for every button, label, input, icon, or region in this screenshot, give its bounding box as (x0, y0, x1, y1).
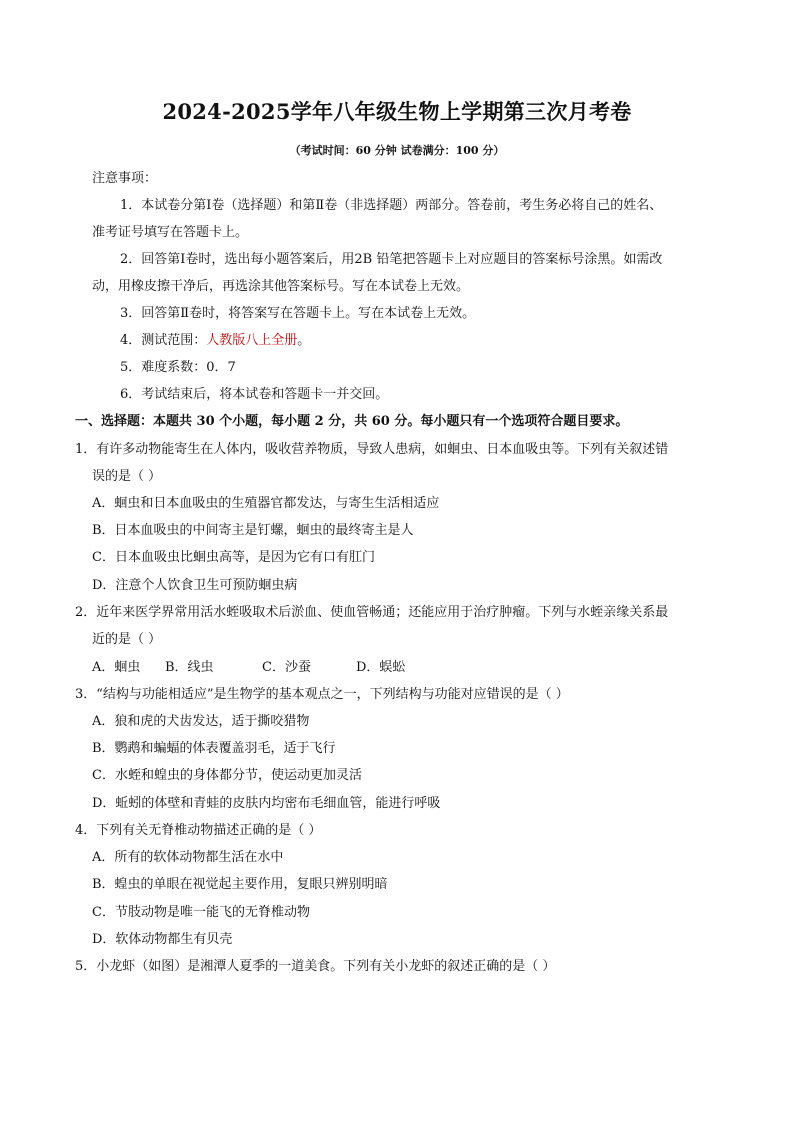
exam-subtitle: （考试时间：60 分钟 试卷满分：100 分） (289, 144, 505, 157)
question-4-option-c: C．节肢动物是唯一能飞的无脊椎动物 (92, 905, 310, 920)
question-1-stem-line-2: 误的是（ ） (92, 469, 162, 484)
test-scope-value: 人教版八上全册 (206, 333, 298, 348)
question-3-option-c: C．水蛭和蝗虫的身体都分节，使运动更加灵活 (92, 768, 362, 783)
question-3-option-b: B．鹦鹉和蝙蝠的体表覆盖羽毛，适于飞行 (92, 741, 336, 756)
notice-item-2-line-2: 动，用橡皮擦干净后，再选涂其他答案标号。写在本试卷上无效。 (92, 279, 470, 294)
question-2-option-d: D．蜈蚣 (356, 660, 406, 675)
notice-item-1-line-1: 1．本试卷分第Ⅰ卷（选择题）和第Ⅱ卷（非选择题）两部分。答卷前，考生务必将自己的姓名、 (120, 198, 663, 213)
question-5-stem: 5．小龙虾（如图）是湘潭人夏季的一道美食。下列有关小龙虾的叙述正确的是（ ） (75, 959, 556, 974)
page-title: 2024-2025学年八年级生物上学期第三次月考卷 (162, 99, 632, 124)
question-2-option-b: B．线虫 (165, 660, 214, 675)
notice-item-6: 6．考试结束后，将本试卷和答题卡一并交回。 (120, 387, 389, 402)
notice-item-4 (120, 332, 310, 350)
question-2-option-c: C．沙蚕 (262, 660, 311, 675)
question-1-option-c: C．日本血吸虫比蛔虫高等，是因为它有口有肛门 (92, 550, 375, 565)
question-2-option-a: A．蛔虫 (92, 660, 141, 675)
notice-heading: 注意事项： (92, 171, 158, 186)
question-3-stem: 3．“结构与功能相适应”是生物学的基本观点之一，下列结构与功能对应错误的是（ ） (75, 687, 569, 702)
notice-item-3: 3．回答第Ⅱ卷时，将答案写在答题卡上。写在本试卷上无效。 (120, 306, 476, 321)
question-4-stem: 4．下列有关无脊椎动物描述正确的是（ ） (75, 823, 322, 838)
question-4-option-a: A．所有的软体动物都生活在水中 (92, 850, 284, 865)
question-1-option-d: D．注意个人饮食卫生可预防蛔虫病 (92, 578, 298, 593)
question-1-option-a: A．蛔虫和日本血吸虫的生殖器官都发达，与寄生生活相适应 (92, 496, 440, 511)
question-1-stem-line-1: 1．有许多动物能寄生在人体内，吸收营养物质，导致人患病，如蛔虫、日本血吸虫等。下列有关叙述错 (75, 442, 669, 457)
question-1-option-b: B．日本血吸虫的中间寄主是钉螺，蛔虫的最终寄主是人 (92, 523, 414, 538)
question-2-stem-line-1: 2．近年来医学界常用活水蛭吸取术后淤血、使血管畅通；还能应用于治疗肿瘤。下列与水蛭亲缘关系最 (75, 605, 669, 620)
notice-item-1-line-2: 准考证号填写在答题卡上。 (92, 225, 249, 240)
notice-item-4-prefix: 4．测试范围： (120, 333, 207, 348)
question-2-stem-line-2: 近的是（ ） (92, 632, 162, 647)
notice-item-4-suffix: 。 (297, 333, 311, 348)
question-3-option-a: A．狼和虎的犬齿发达，适于撕咬猎物 (92, 714, 310, 729)
question-4-option-b: B．蝗虫的单眼在视觉起主要作用，复眼只辨别明暗 (92, 877, 388, 892)
question-3-option-d: D．蚯蚓的体壁和青蛙的皮肤内均密布毛细血管，能进行呼吸 (92, 796, 441, 811)
notice-item-5: 5．难度系数：0．7 (120, 360, 236, 375)
notice-item-2-line-1: 2．回答第Ⅰ卷时，选出每小题答案后，用2B 铅笔把答题卡上对应题目的答案标号涂黑。如需改 (120, 252, 663, 267)
section-1-heading: 一、选择题：本题共 30 个小题，每小题 2 分，共 60 分。每小题只有一个选项符合题目要求。 (75, 414, 629, 429)
question-4-option-d: D．软体动物都生有贝壳 (92, 932, 233, 947)
